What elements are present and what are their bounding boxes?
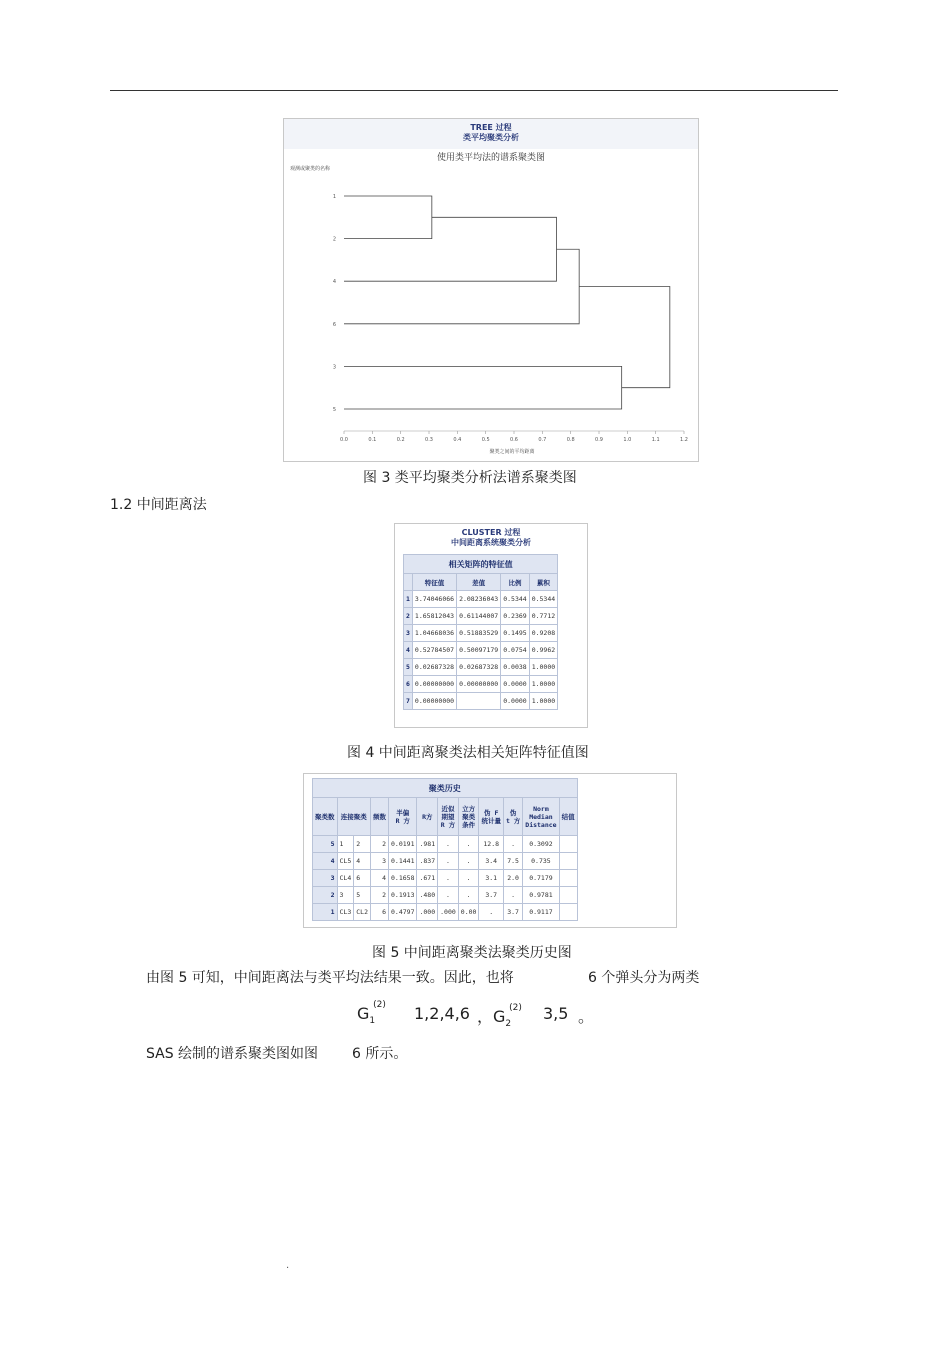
leaf-label: 6: [332, 321, 336, 328]
x-tick-label: 0.4: [453, 437, 462, 443]
x-axis-ticks: [340, 431, 688, 443]
row-number: 5: [313, 836, 338, 853]
x-tick-label: 0.3: [425, 437, 433, 443]
table-cell: .: [458, 853, 479, 870]
table-cell: .: [503, 887, 522, 904]
table-cell: 0.50097179: [457, 642, 501, 659]
formula-set-1: 1,2,4,6: [414, 1004, 470, 1023]
formula-g2-group: [477, 1004, 524, 1029]
chart-title: 使用类平均法的谱系聚类图: [436, 153, 546, 163]
dendrogram-link: [344, 217, 557, 281]
table-cell: 0.00000000: [457, 676, 501, 693]
column-header: 结值: [559, 798, 577, 836]
table-cell: 6: [354, 870, 371, 887]
x-tick-label: 1.1: [651, 437, 660, 443]
table-cell: CL3: [337, 904, 354, 921]
table-row: [313, 870, 578, 887]
table-row: [404, 693, 558, 710]
column-header: Norm Median Distance: [523, 798, 559, 836]
procedure-subtitle: 中间距离系统聚类分析: [451, 538, 531, 547]
table-cell: .: [503, 836, 522, 853]
cluster-formula: [357, 999, 388, 1027]
table-row: [313, 836, 578, 853]
footer-dot: .: [286, 1260, 290, 1271]
table-cell: 0.0191: [389, 836, 417, 853]
table-cell: [559, 853, 577, 870]
table-cell: 0.9962: [529, 642, 557, 659]
table-cell: 0.02687328: [412, 659, 456, 676]
paragraph-1-part-2: 6 个弹头分为两类: [588, 970, 700, 986]
table-cell: 0.0000: [501, 693, 529, 710]
figure-4-caption: 图 4 中间距离聚类法相关矩阵特征值图: [347, 745, 589, 761]
table-cell: 3.4: [479, 853, 504, 870]
table-cell: 0.0038: [501, 659, 529, 676]
column-header: 比例: [501, 574, 529, 591]
leaf-label: 4: [332, 279, 336, 286]
formula-sup1: (2): [373, 999, 386, 1010]
table-cell: 3.7: [503, 904, 522, 921]
table-cell: .: [479, 904, 504, 921]
table-row: [313, 904, 578, 921]
table-cell: 4: [371, 870, 389, 887]
x-axis-label: 聚类之间的平均距离: [489, 449, 535, 455]
table-cell: 2: [371, 836, 389, 853]
column-header: 聚类数: [313, 798, 338, 836]
column-header: 半偏 R 方: [389, 798, 417, 836]
table-cell: 3: [337, 887, 354, 904]
table-cell: .: [438, 853, 459, 870]
table-cell: 1: [337, 836, 354, 853]
row-number: 6: [404, 676, 413, 693]
procedure-title: TREE 过程: [470, 123, 512, 132]
row-header-blank: [404, 574, 413, 591]
table-cell: [457, 693, 501, 710]
row-number: 1: [404, 591, 413, 608]
table-cell: CL2: [354, 904, 371, 921]
leaf-labels: [333, 194, 336, 413]
column-header: 立方 聚类 条件: [458, 798, 479, 836]
table-row: [404, 676, 558, 693]
eigenvalue-figure: [394, 523, 588, 728]
table-cell: 3.7: [479, 887, 504, 904]
x-tick-label: 0.2: [396, 437, 405, 443]
dendrogram-link: [579, 287, 670, 388]
row-number: 7: [404, 693, 413, 710]
table-cell: 0.51883529: [457, 625, 501, 642]
dendrogram-figure: [283, 118, 699, 462]
table-cell: 4: [354, 853, 371, 870]
procedure-subtitle: 类平均聚类分析: [463, 133, 519, 142]
table-cell: [559, 887, 577, 904]
table-row: [404, 659, 558, 676]
table-cell: 3.1: [479, 870, 504, 887]
paragraph-2-part-2: 6 所示。: [352, 1046, 408, 1062]
row-number: 3: [313, 870, 338, 887]
leaf-label: 1: [332, 194, 336, 200]
table-cell: 0.52784507: [412, 642, 456, 659]
table-cell: 5: [354, 887, 371, 904]
y-axis-label: 观测或聚类的名称: [290, 166, 331, 172]
column-header: 伪 t 方: [503, 798, 522, 836]
table-cell: 0.00000000: [412, 693, 456, 710]
table-cell: 0.2369: [501, 608, 529, 625]
table-cell: .981: [417, 836, 438, 853]
table-cell: 1.04668036: [412, 625, 456, 642]
section-heading: 1.2 中间距离法: [110, 497, 207, 513]
figure-5-caption: 图 5 中间距离聚类法聚类历史图: [372, 945, 572, 961]
table-cell: .: [438, 887, 459, 904]
column-header: 差值: [457, 574, 501, 591]
table-cell: 0.0000: [501, 676, 529, 693]
row-number: 4: [404, 642, 413, 659]
dendrogram-links: [344, 196, 670, 409]
column-header: 连接聚类: [337, 798, 371, 836]
table-cell: 0.7179: [523, 870, 559, 887]
formula-g2: ，G: [477, 1007, 506, 1026]
paragraph-2-part-1: SAS 绘制的谱系聚类图如图: [146, 1046, 319, 1062]
eigenvalue-table: [403, 554, 558, 710]
table-cell: 0.4797: [389, 904, 417, 921]
table-cell: 1.0000: [529, 676, 557, 693]
x-tick-label: 0.0: [340, 437, 348, 443]
x-tick-label: 0.6: [510, 437, 518, 443]
cluster-history-table: [312, 778, 578, 921]
formula-sub1: 1: [369, 1016, 376, 1027]
table-cell: 0.9781: [523, 887, 559, 904]
formula-sup2: (2): [509, 1002, 522, 1013]
table-cell: 0.735: [523, 853, 559, 870]
dendrogram-link: [344, 366, 622, 409]
table-cell: 0.5344: [501, 591, 529, 608]
leaf-label: 2: [332, 236, 336, 243]
leaf-label: 5: [332, 407, 336, 413]
table-cell: 6: [371, 904, 389, 921]
leaf-label: 3: [332, 364, 336, 371]
table-cell: 2.0: [503, 870, 522, 887]
paragraph-1-part-1: 由图 5 可知，中间距离法与类平均法结果一致。因此，也将: [146, 970, 514, 986]
table-cell: 0.1658: [389, 870, 417, 887]
table-cell: .671: [417, 870, 438, 887]
procedure-title: CLUSTER 过程: [461, 528, 521, 537]
table-cell: 0.02687328: [457, 659, 501, 676]
table-cell: 0.9117: [523, 904, 559, 921]
x-tick-label: 0.5: [481, 437, 490, 443]
header-rule: [110, 90, 838, 91]
row-number: 1: [313, 904, 338, 921]
table-cell: 2: [371, 887, 389, 904]
formula-g1: G: [357, 1004, 370, 1023]
table-cell: 0.1441: [389, 853, 417, 870]
table-row: [313, 887, 578, 904]
row-number: 3: [404, 625, 413, 642]
table-cell: 3: [371, 853, 389, 870]
table-cell: 1.0000: [529, 693, 557, 710]
table-cell: 7.5: [503, 853, 522, 870]
table-cell: 2.08236043: [457, 591, 501, 608]
row-number: 4: [313, 853, 338, 870]
cluster-history-figure: [303, 773, 677, 928]
x-tick-label: 0.7: [538, 437, 547, 443]
table-cell: 0.61144007: [457, 608, 501, 625]
table-cell: 0.9208: [529, 625, 557, 642]
x-tick-label: 1.0: [623, 437, 632, 443]
table-cell: 1.65812043: [412, 608, 456, 625]
table-cell: 1.0000: [529, 659, 557, 676]
table-cell: .000: [417, 904, 438, 921]
table-cell: 0.00: [458, 904, 479, 921]
table-cell: CL5: [337, 853, 354, 870]
table-cell: 2: [354, 836, 371, 853]
table-cell: 0.1913: [389, 887, 417, 904]
column-header: 累积: [529, 574, 557, 591]
dendrogram-chart: [284, 119, 698, 461]
column-header: 近似 期望 R 方: [438, 798, 459, 836]
table-cell: 0.1495: [501, 625, 529, 642]
row-number: 2: [313, 887, 338, 904]
table-cell: .480: [417, 887, 438, 904]
x-tick-label: 0.8: [566, 437, 575, 443]
table-row: [313, 853, 578, 870]
table-cell: .: [458, 887, 479, 904]
table-cell: CL4: [337, 870, 354, 887]
column-header: R方: [417, 798, 438, 836]
x-tick-label: 1.2: [680, 437, 688, 443]
formula-set-2: 3,5: [543, 1004, 569, 1023]
table-cell: 0.0754: [501, 642, 529, 659]
table-cell: 0.7712: [529, 608, 557, 625]
table-cell: 0.3092: [523, 836, 559, 853]
dendrogram-link: [344, 196, 432, 239]
figure-3-caption: 图 3 类平均聚类分析法谱系聚类图: [363, 470, 577, 486]
column-header: 伪 F 统计量: [479, 798, 504, 836]
table-cell: .: [438, 836, 459, 853]
x-tick-label: 0.1: [368, 437, 377, 443]
table-cell: .: [458, 870, 479, 887]
table-row: [404, 625, 558, 642]
table-cell: 12.8: [479, 836, 504, 853]
table-row: [404, 642, 558, 659]
column-header: 频数: [371, 798, 389, 836]
x-tick-label: 0.9: [595, 437, 603, 443]
table-cell: 0.5344: [529, 591, 557, 608]
dendrogram-link: [344, 249, 579, 324]
formula-sub2: 2: [505, 1019, 512, 1030]
table-cell: 3.74046066: [412, 591, 456, 608]
table-cell: .837: [417, 853, 438, 870]
table-row: [404, 608, 558, 625]
row-number: 2: [404, 608, 413, 625]
table-cell: .: [458, 836, 479, 853]
table-cell: .000: [438, 904, 459, 921]
column-header: 特征值: [412, 574, 456, 591]
table-cell: 0.00000000: [412, 676, 456, 693]
row-number: 5: [404, 659, 413, 676]
table-row: [404, 591, 558, 608]
table-cell: [559, 836, 577, 853]
table-cell: .: [438, 870, 459, 887]
table-caption: 聚类历史: [313, 779, 578, 798]
table-cell: [559, 870, 577, 887]
formula-end: 。: [578, 1007, 595, 1026]
table-caption: 相关矩阵的特征值: [404, 555, 558, 574]
table-cell: [559, 904, 577, 921]
